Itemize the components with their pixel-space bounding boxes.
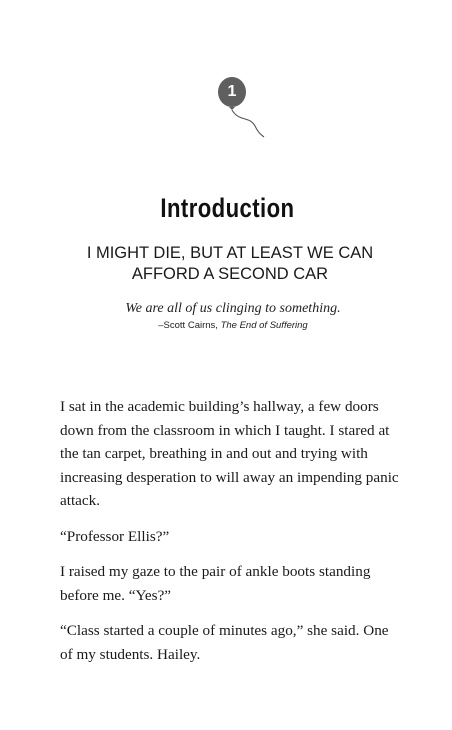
paragraph: I sat in the academic building’s hallway, a few doors down from the classroom in which I taught. I stared at the tan carpet, breathing in and out and trying with increasing desperation to will away an impending panic attack. (60, 398, 399, 509)
epigraph-quote: We are all of us clinging to something. (125, 301, 341, 316)
chapter-subtitle (40, 243, 420, 285)
epigraph-attribution (60, 320, 406, 331)
chapter-title: Introduction (160, 193, 295, 223)
subtitle-line: I MIGHT DIE, BUT AT LEAST WE CAN (86, 244, 374, 262)
paragraph: I raised my gaze to the pair of ankle boots standing before me. “Yes?” (60, 563, 371, 604)
subtitle-line: AFFORD A SECOND CAR (131, 265, 329, 283)
epigraph-author: –Scott Cairns, (158, 320, 221, 331)
paragraph: “Class started a couple of minutes ago,” she said. One of my students. Hailey. (60, 622, 389, 663)
chapter-number: 1 (227, 83, 237, 100)
paragraph: “Professor Ellis?” (60, 527, 170, 545)
body-text (60, 395, 400, 678)
epigraph-work: The End of Suffering (220, 320, 308, 331)
